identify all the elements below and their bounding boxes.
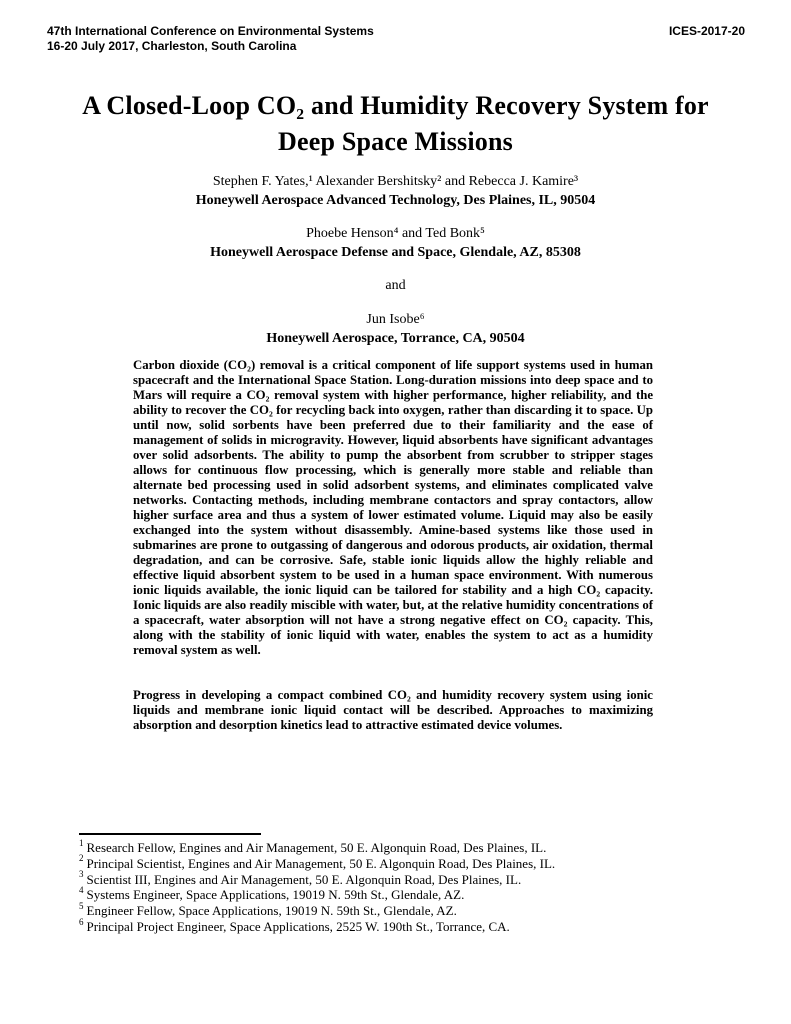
author-group-2 bbox=[0, 224, 791, 262]
author-affiliation: Honeywell Aerospace, Torrance, CA, 90504 bbox=[266, 331, 525, 346]
footnote-marker: 5 bbox=[79, 900, 84, 911]
footnote-text: Engineer Fellow, Space Applications, 19019 N. 59th St., Glendale, AZ. bbox=[86, 903, 457, 919]
conference-info bbox=[47, 24, 374, 54]
paper-title-line-1: A Closed-Loop CO₂ and Humidity Recovery System for bbox=[82, 91, 709, 120]
footnote-marker: 3 bbox=[79, 869, 84, 880]
footnote-text: Systems Engineer, Space Applications, 19019 N. 59th St., Glendale, AZ. bbox=[86, 887, 465, 903]
footnote-text: Principal Project Engineer, Space Applications, 2525 W. 190th St., Torrance, CA. bbox=[86, 918, 510, 934]
paper-number: ICES-2017-20 bbox=[668, 24, 745, 38]
author-names: Jun Isobe⁶ bbox=[366, 312, 425, 327]
footnote-separator bbox=[79, 833, 261, 835]
paper-title bbox=[0, 88, 791, 160]
author-names: Phoebe Henson⁴ and Ted Bonk⁵ bbox=[306, 226, 485, 241]
footnote-section bbox=[79, 833, 731, 935]
conference-name: 47th International Conference on Environmental Systems bbox=[47, 24, 374, 38]
conference-header bbox=[47, 24, 745, 54]
summary-paragraph: Progress in developing a compact combined CO₂ and humidity recovery system using ionic liquids and membrane ionic liquid contact will be described. Approaches to maximizing absorption and desorption kinetics lead to attractive estimated device volumes. bbox=[133, 688, 653, 732]
author-names: Stephen F. Yates,¹ Alexander Bershitsky² and Rebecca J. Kamire³ bbox=[212, 174, 579, 189]
footnote-text: Research Fellow, Engines and Air Management, 50 E. Algonquin Road, Des Plaines, IL. bbox=[86, 840, 547, 855]
footnote-2 bbox=[79, 853, 731, 872]
conference-date-location: 16-20 July 2017, Charleston, South Carolina bbox=[47, 39, 297, 53]
footnote-1 bbox=[79, 837, 731, 856]
paper-title-line-2: Deep Space Missions bbox=[278, 127, 513, 156]
footnote-5 bbox=[79, 900, 731, 919]
footnote-6 bbox=[79, 916, 731, 935]
author-section bbox=[0, 172, 791, 362]
footnote-marker: 4 bbox=[79, 885, 84, 896]
author-affiliation: Honeywell Aerospace Defense and Space, Glendale, AZ, 85308 bbox=[210, 245, 581, 260]
author-connector: and bbox=[385, 278, 406, 293]
footnote-3 bbox=[79, 869, 731, 888]
author-group-1 bbox=[0, 172, 791, 210]
footnote-text: Scientist III, Engines and Air Management, 50 E. Algonquin Road, Des Plaines, IL. bbox=[86, 871, 522, 887]
footnote-4 bbox=[79, 887, 731, 903]
footnote-marker: 1 bbox=[79, 837, 84, 848]
abstract-paragraph: Carbon dioxide (CO₂) removal is a critical component of life support systems used in human spacecraft and the International Space Station. Long-duration missions into deep space and to Mars will require a CO₂ removal system with higher performance, higher reliability, and the ability to recover the CO₂ for recycling back into oxygen, rather than discarding it to space. Up until now, solid sorbents have been preferred due to their familiarity and the ease of management of solids in microgravity. However, liquid absorbents have significant advantages over solid adsorbents. The ability to pump the absorbent from scrubber to stripper stages allows for continuous flow processing, which is generally more stable and reliable than alternate bed processing used in solid adsorbent systems, and eliminates complicated valve networks. Contacting methods, including membrane contactors and spray contactors, allow higher surface area and thus a system of lower estimated volume. Liquid may also be easily exchanged into the system without disassembly. Amine-based systems like those used in submarines are prone to outgassing of dangerous and odorous products, air oxidation, thermal degradation, and can be corrosive. Safe, stable ionic liquids allow the highly reliable and effective liquid absorbent system to be used in a human space environment. With numerous ionic liquids available, the ionic liquid can be tailored for stability and a high CO₂ capacity. Ionic liquids are also readily miscible with water, but, at the relative humidity concentrations of a spacecraft, water absorption will not have a strong negative effect on CO₂ capacity. This, along with the stability of ionic liquid with water, enables the system to act as a humidity removal system as well. bbox=[133, 358, 653, 657]
author-group-3 bbox=[0, 310, 791, 348]
author-affiliation: Honeywell Aerospace Advanced Technology, Des Plaines, IL, 90504 bbox=[195, 193, 596, 208]
footnote-marker: 6 bbox=[79, 916, 84, 927]
footnote-marker: 2 bbox=[79, 853, 84, 864]
footnote-text: Principal Scientist, Engines and Air Management, 50 E. Algonquin Road, Des Plaines, IL. bbox=[86, 855, 556, 871]
